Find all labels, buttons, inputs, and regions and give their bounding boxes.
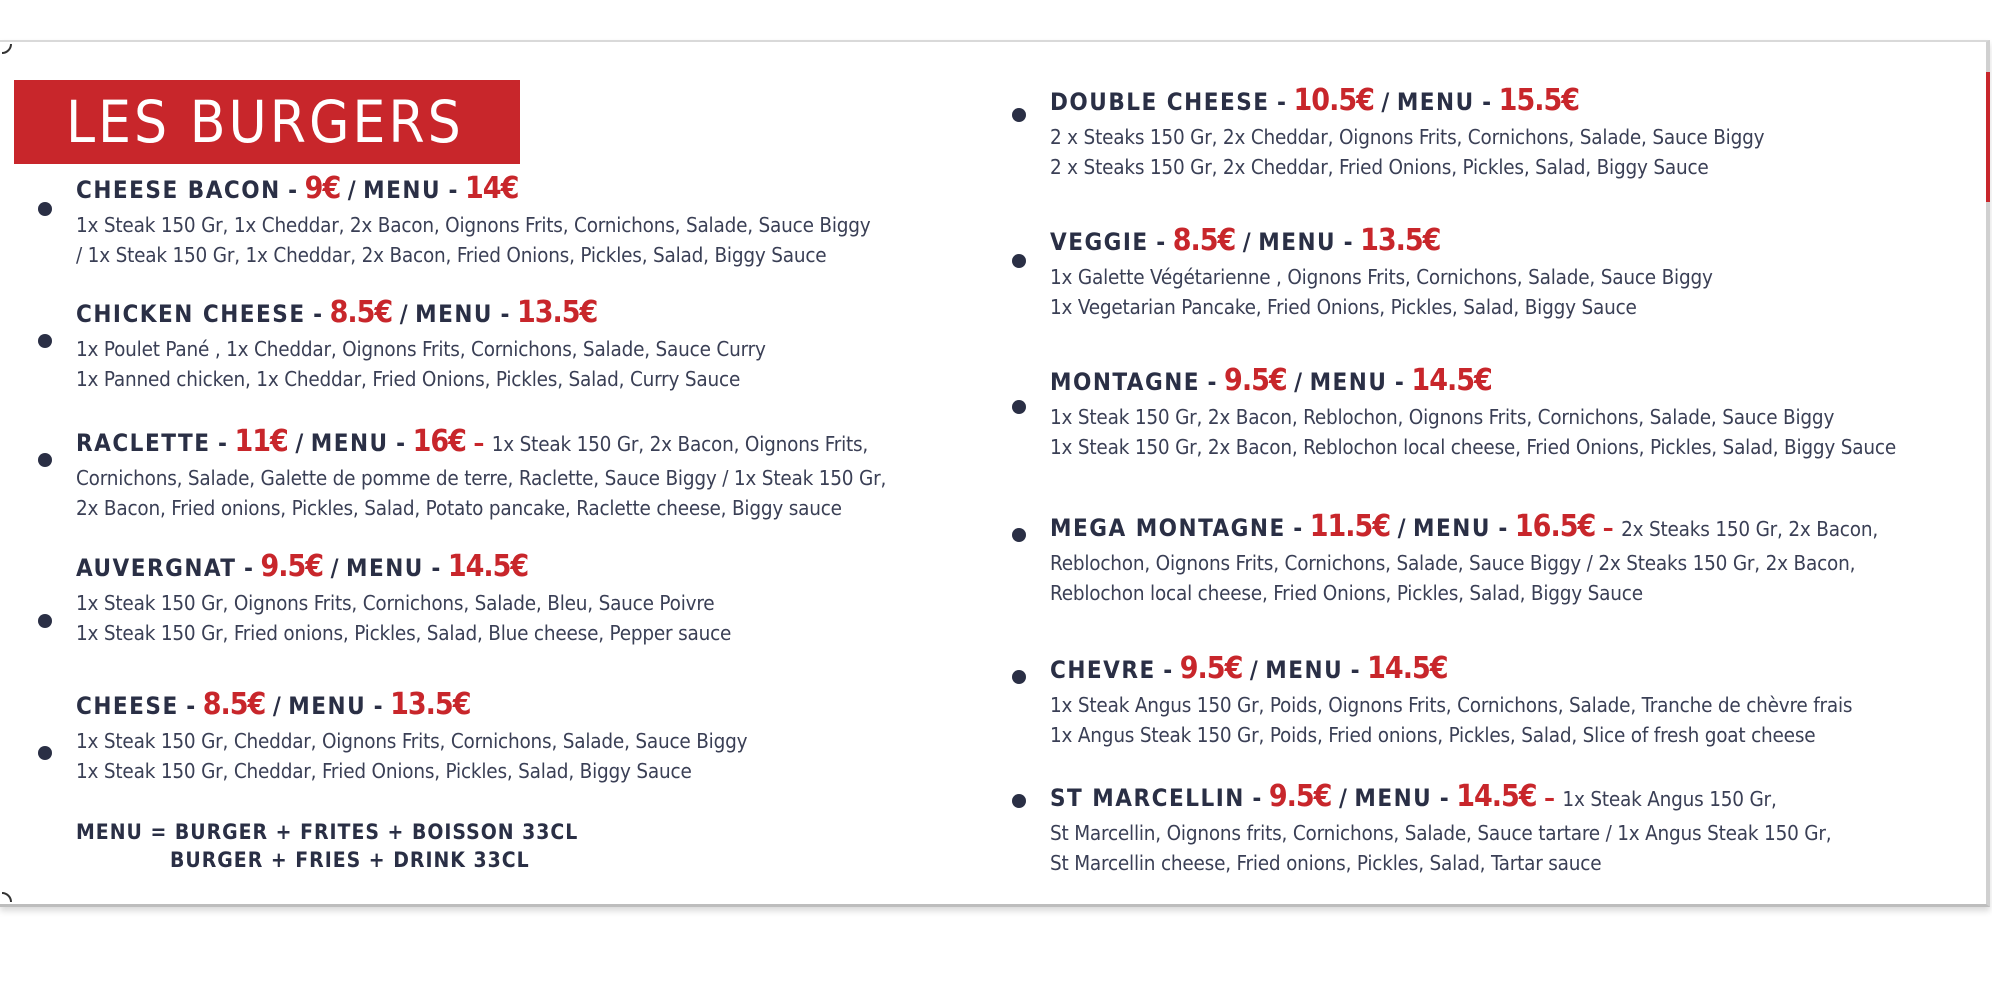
- page-title: LES BURGERS: [66, 88, 464, 156]
- separator-dash: -: [1148, 228, 1173, 256]
- burger-description: [76, 588, 1006, 648]
- burger-item: [1050, 84, 1970, 182]
- burger-ingredients-inline: 2x Steaks 150 Gr, 2x Bacon,: [1621, 517, 1878, 541]
- description-line: 1x Steak 150 Gr, 2x Bacon, Reblochon local cheese, Fried Onions, Pickles, Salad, Biggy Sauce: [1050, 435, 1896, 459]
- burger-price: 8.5€: [1172, 223, 1236, 258]
- bullet-icon: [1012, 254, 1026, 268]
- description-line: 1x Poulet Pané , 1x Cheddar, Oignons Frits, Cornichons, Salade, Sauce Curry: [76, 337, 766, 361]
- note-line-1: MENU = BURGER + FRITES + BOISSON 33CL: [76, 820, 579, 844]
- description-line: 1x Panned chicken, 1x Cheddar, Fried Onions, Pickles, Salad, Curry Sauce: [76, 367, 741, 391]
- burger-price: 9.5€: [1268, 779, 1332, 814]
- separator-dash: -: [236, 554, 261, 582]
- description-line: 1x Steak 150 Gr, Cheddar, Oignons Frits, Cornichons, Salade, Sauce Biggy: [76, 729, 748, 753]
- burger-price: 8.5€: [329, 295, 393, 330]
- burger-description: [76, 334, 1006, 394]
- menu-label: MENU: [1354, 784, 1433, 812]
- bullet-icon: [1012, 670, 1026, 684]
- description-line: 2 x Steaks 150 Gr, 2x Cheddar, Oignons Frits, Cornichons, Salade, Sauce Biggy: [1050, 125, 1765, 149]
- red-edge-accent: [1986, 72, 1990, 202]
- title-banner: [14, 80, 520, 164]
- separator-dash: -: [366, 692, 391, 720]
- burger-name: CHEESE BACON: [76, 176, 281, 204]
- separator-dash: -: [388, 429, 413, 457]
- separator-dash: -: [1343, 656, 1368, 684]
- corner-screw-icon: [0, 34, 12, 54]
- burger-item: [1050, 224, 1970, 322]
- menu-price: 14.5€: [447, 549, 529, 584]
- description-line: 1x Steak 150 Gr, 1x Cheddar, 2x Bacon, Oignons Frits, Cornichons, Salade, Sauce Biggy: [76, 213, 871, 237]
- separator-slash: /: [323, 554, 346, 582]
- burger-heading: [1050, 364, 1970, 402]
- menu-price: 16€: [412, 424, 466, 459]
- bullet-icon: [38, 614, 52, 628]
- menu-price: 16.5€: [1514, 509, 1596, 544]
- menu-label: MENU: [345, 554, 424, 582]
- burger-heading: [1050, 84, 1970, 122]
- burger-price: 11.5€: [1309, 509, 1391, 544]
- description-line: / 1x Steak 150 Gr, 1x Cheddar, 2x Bacon, Fried Onions, Pickles, Salad, Biggy Sauce: [76, 243, 827, 267]
- burger-description: [76, 463, 1006, 523]
- description-line: 1x Angus Steak 150 Gr, Poids, Fried onions, Pickles, Salad, Slice of fresh goat cheese: [1050, 723, 1816, 747]
- burger-item: [76, 688, 1006, 786]
- burger-description: [76, 210, 1006, 270]
- description-line: 1x Galette Végétarienne , Oignons Frits, Cornichons, Salade, Sauce Biggy: [1050, 265, 1713, 289]
- burger-price: 11€: [234, 424, 288, 459]
- separator-slash: /: [1331, 784, 1355, 812]
- separator-red-dash: –: [1536, 784, 1563, 812]
- burger-price: 9€: [304, 171, 341, 206]
- menu-price: 13.5€: [516, 295, 598, 330]
- separator-slash: /: [1242, 656, 1266, 684]
- burger-item: [1050, 652, 1970, 750]
- separator-slash: /: [1235, 228, 1259, 256]
- burger-heading: [76, 550, 1006, 588]
- menu-price: 13.5€: [1360, 223, 1441, 258]
- burger-item: [1050, 510, 1970, 608]
- separator-dash: -: [441, 176, 466, 204]
- burger-heading: [76, 296, 1006, 334]
- description-line: 1x Vegetarian Pancake, Fried Onions, Pickles, Salad, Biggy Sauce: [1050, 295, 1637, 319]
- separator-dash: -: [423, 554, 448, 582]
- burger-ingredients-inline: 1x Steak 150 Gr, 2x Bacon, Oignons Frits,: [491, 432, 869, 456]
- separator-dash: -: [280, 176, 305, 204]
- burger-name: ST MARCELLIN: [1050, 784, 1245, 812]
- burger-heading: [1050, 224, 1970, 262]
- separator-red-dash: –: [1595, 514, 1622, 542]
- menu-label: MENU: [363, 176, 442, 204]
- burger-name: MEGA MONTAGNE: [1050, 514, 1286, 542]
- menu-label: MENU: [415, 300, 493, 328]
- menu-price: 14.5€: [1456, 779, 1537, 814]
- burger-description: [1050, 690, 1970, 750]
- burger-heading: [76, 425, 1006, 463]
- menu-label: MENU: [1396, 88, 1475, 116]
- bullet-icon: [38, 202, 52, 216]
- separator-dash: -: [1155, 656, 1180, 684]
- menu-label: MENU: [288, 692, 367, 720]
- description-line: 1x Steak 150 Gr, Fried onions, Pickles, Salad, Blue cheese, Pepper sauce: [76, 621, 732, 645]
- burger-heading: [76, 688, 1006, 726]
- bullet-icon: [38, 334, 52, 348]
- separator-dash: -: [1269, 88, 1294, 116]
- corner-screw-icon: [0, 892, 12, 912]
- menu-price: 14.5€: [1411, 363, 1492, 398]
- bullet-icon: [38, 453, 52, 467]
- description-line: 1x Steak 150 Gr, Oignons Frits, Cornichons, Salade, Bleu, Sauce Poivre: [76, 591, 715, 615]
- menu-label: MENU: [310, 429, 389, 457]
- menu-price: 14€: [465, 171, 519, 206]
- separator-slash: /: [340, 176, 364, 204]
- description-line: St Marcellin cheese, Fried onions, Pickles, Salad, Tartar sauce: [1050, 851, 1602, 875]
- burger-description: [1050, 122, 1970, 182]
- burger-name: MONTAGNE: [1050, 368, 1201, 396]
- description-line: 2x Bacon, Fried onions, Pickles, Salad, Potato pancake, Raclette cheese, Biggy sauce: [76, 496, 842, 520]
- burger-item: [76, 172, 1006, 270]
- separator-slash: /: [1390, 514, 1414, 542]
- burger-name: RACLETTE: [76, 429, 211, 457]
- burger-item: [76, 550, 1006, 648]
- bullet-icon: [38, 746, 52, 760]
- burger-name: CHEVRE: [1050, 656, 1156, 684]
- separator-slash: /: [287, 429, 311, 457]
- menu-formula-note: [76, 818, 578, 874]
- description-line: Cornichons, Salade, Galette de pomme de terre, Raclette, Sauce Biggy / 1x Steak 150 Gr,: [76, 466, 887, 490]
- menu-label: MENU: [1413, 514, 1491, 542]
- burger-description: [1050, 548, 1970, 608]
- burger-name: VEGGIE: [1050, 228, 1149, 256]
- separator-dash: -: [1336, 228, 1361, 256]
- separator-dash: -: [1244, 784, 1269, 812]
- menu-price: 14.5€: [1367, 651, 1448, 686]
- menu-price: 13.5€: [390, 687, 471, 722]
- burger-description: [1050, 262, 1970, 322]
- separator-slash: /: [265, 692, 289, 720]
- bullet-icon: [1012, 108, 1026, 122]
- bullet-icon: [1012, 794, 1026, 808]
- burger-item: [76, 296, 1006, 394]
- burger-description: [1050, 402, 1970, 462]
- burger-heading: [76, 172, 1006, 210]
- burger-name: CHICKEN CHEESE: [76, 300, 306, 328]
- separator-dash: -: [1474, 88, 1499, 116]
- separator-slash: /: [392, 300, 416, 328]
- separator-slash: /: [1373, 88, 1397, 116]
- separator-slash: /: [1286, 368, 1310, 396]
- menu-label: MENU: [1265, 656, 1344, 684]
- description-line: 1x Steak 150 Gr, Cheddar, Fried Onions, Pickles, Salad, Biggy Sauce: [76, 759, 692, 783]
- burger-description: [76, 726, 1006, 786]
- description-line: Reblochon local cheese, Fried Onions, Pickles, Salad, Biggy Sauce: [1050, 581, 1643, 605]
- menu-price: 15.5€: [1498, 83, 1580, 118]
- burger-ingredients-inline: 1x Steak Angus 150 Gr,: [1562, 787, 1777, 811]
- burger-item: [76, 425, 1006, 523]
- note-line-2: BURGER + FRIES + DRINK 33CL: [170, 848, 530, 872]
- burger-heading: [1050, 780, 1970, 818]
- separator-dash: -: [1432, 784, 1457, 812]
- burger-price: 9.5€: [260, 549, 324, 584]
- burger-name: DOUBLE CHEESE: [1050, 88, 1270, 116]
- burger-item: [1050, 364, 1970, 462]
- burger-name: CHEESE: [76, 692, 179, 720]
- description-line: St Marcellin, Oignons frits, Cornichons, Salade, Sauce tartare / 1x Angus Steak 150 Gr,: [1050, 821, 1832, 845]
- separator-dash: -: [1490, 514, 1515, 542]
- burger-name: AUVERGNAT: [76, 554, 237, 582]
- description-line: 2 x Steaks 150 Gr, 2x Cheddar, Fried Onions, Pickles, Salad, Biggy Sauce: [1050, 155, 1709, 179]
- separator-dash: -: [492, 300, 517, 328]
- separator-dash: -: [1387, 368, 1412, 396]
- separator-red-dash: –: [465, 429, 492, 457]
- menu-label: MENU: [1309, 368, 1388, 396]
- description-line: 1x Steak Angus 150 Gr, Poids, Oignons Frits, Cornichons, Salade, Tranche de chèvre frais: [1050, 693, 1853, 717]
- burger-heading: [1050, 652, 1970, 690]
- separator-dash: -: [210, 429, 235, 457]
- description-line: Reblochon, Oignons Frits, Cornichons, Salade, Sauce Biggy / 2x Steaks 150 Gr, 2x Bacon,: [1050, 551, 1856, 575]
- menu-board: [0, 40, 1990, 907]
- bullet-icon: [1012, 528, 1026, 542]
- burger-heading: [1050, 510, 1970, 548]
- burger-price: 8.5€: [202, 687, 266, 722]
- separator-dash: -: [305, 300, 330, 328]
- burger-price: 9.5€: [1179, 651, 1243, 686]
- description-line: 1x Steak 150 Gr, 2x Bacon, Reblochon, Oignons Frits, Cornichons, Salade, Sauce Biggy: [1050, 405, 1835, 429]
- separator-dash: -: [1285, 514, 1310, 542]
- bullet-icon: [1012, 400, 1026, 414]
- burger-price: 9.5€: [1224, 363, 1287, 398]
- burger-item: [1050, 780, 1970, 878]
- separator-dash: -: [178, 692, 203, 720]
- burger-price: 10.5€: [1293, 83, 1374, 118]
- menu-label: MENU: [1258, 228, 1337, 256]
- burger-description: [1050, 818, 1970, 878]
- separator-dash: -: [1200, 368, 1225, 396]
